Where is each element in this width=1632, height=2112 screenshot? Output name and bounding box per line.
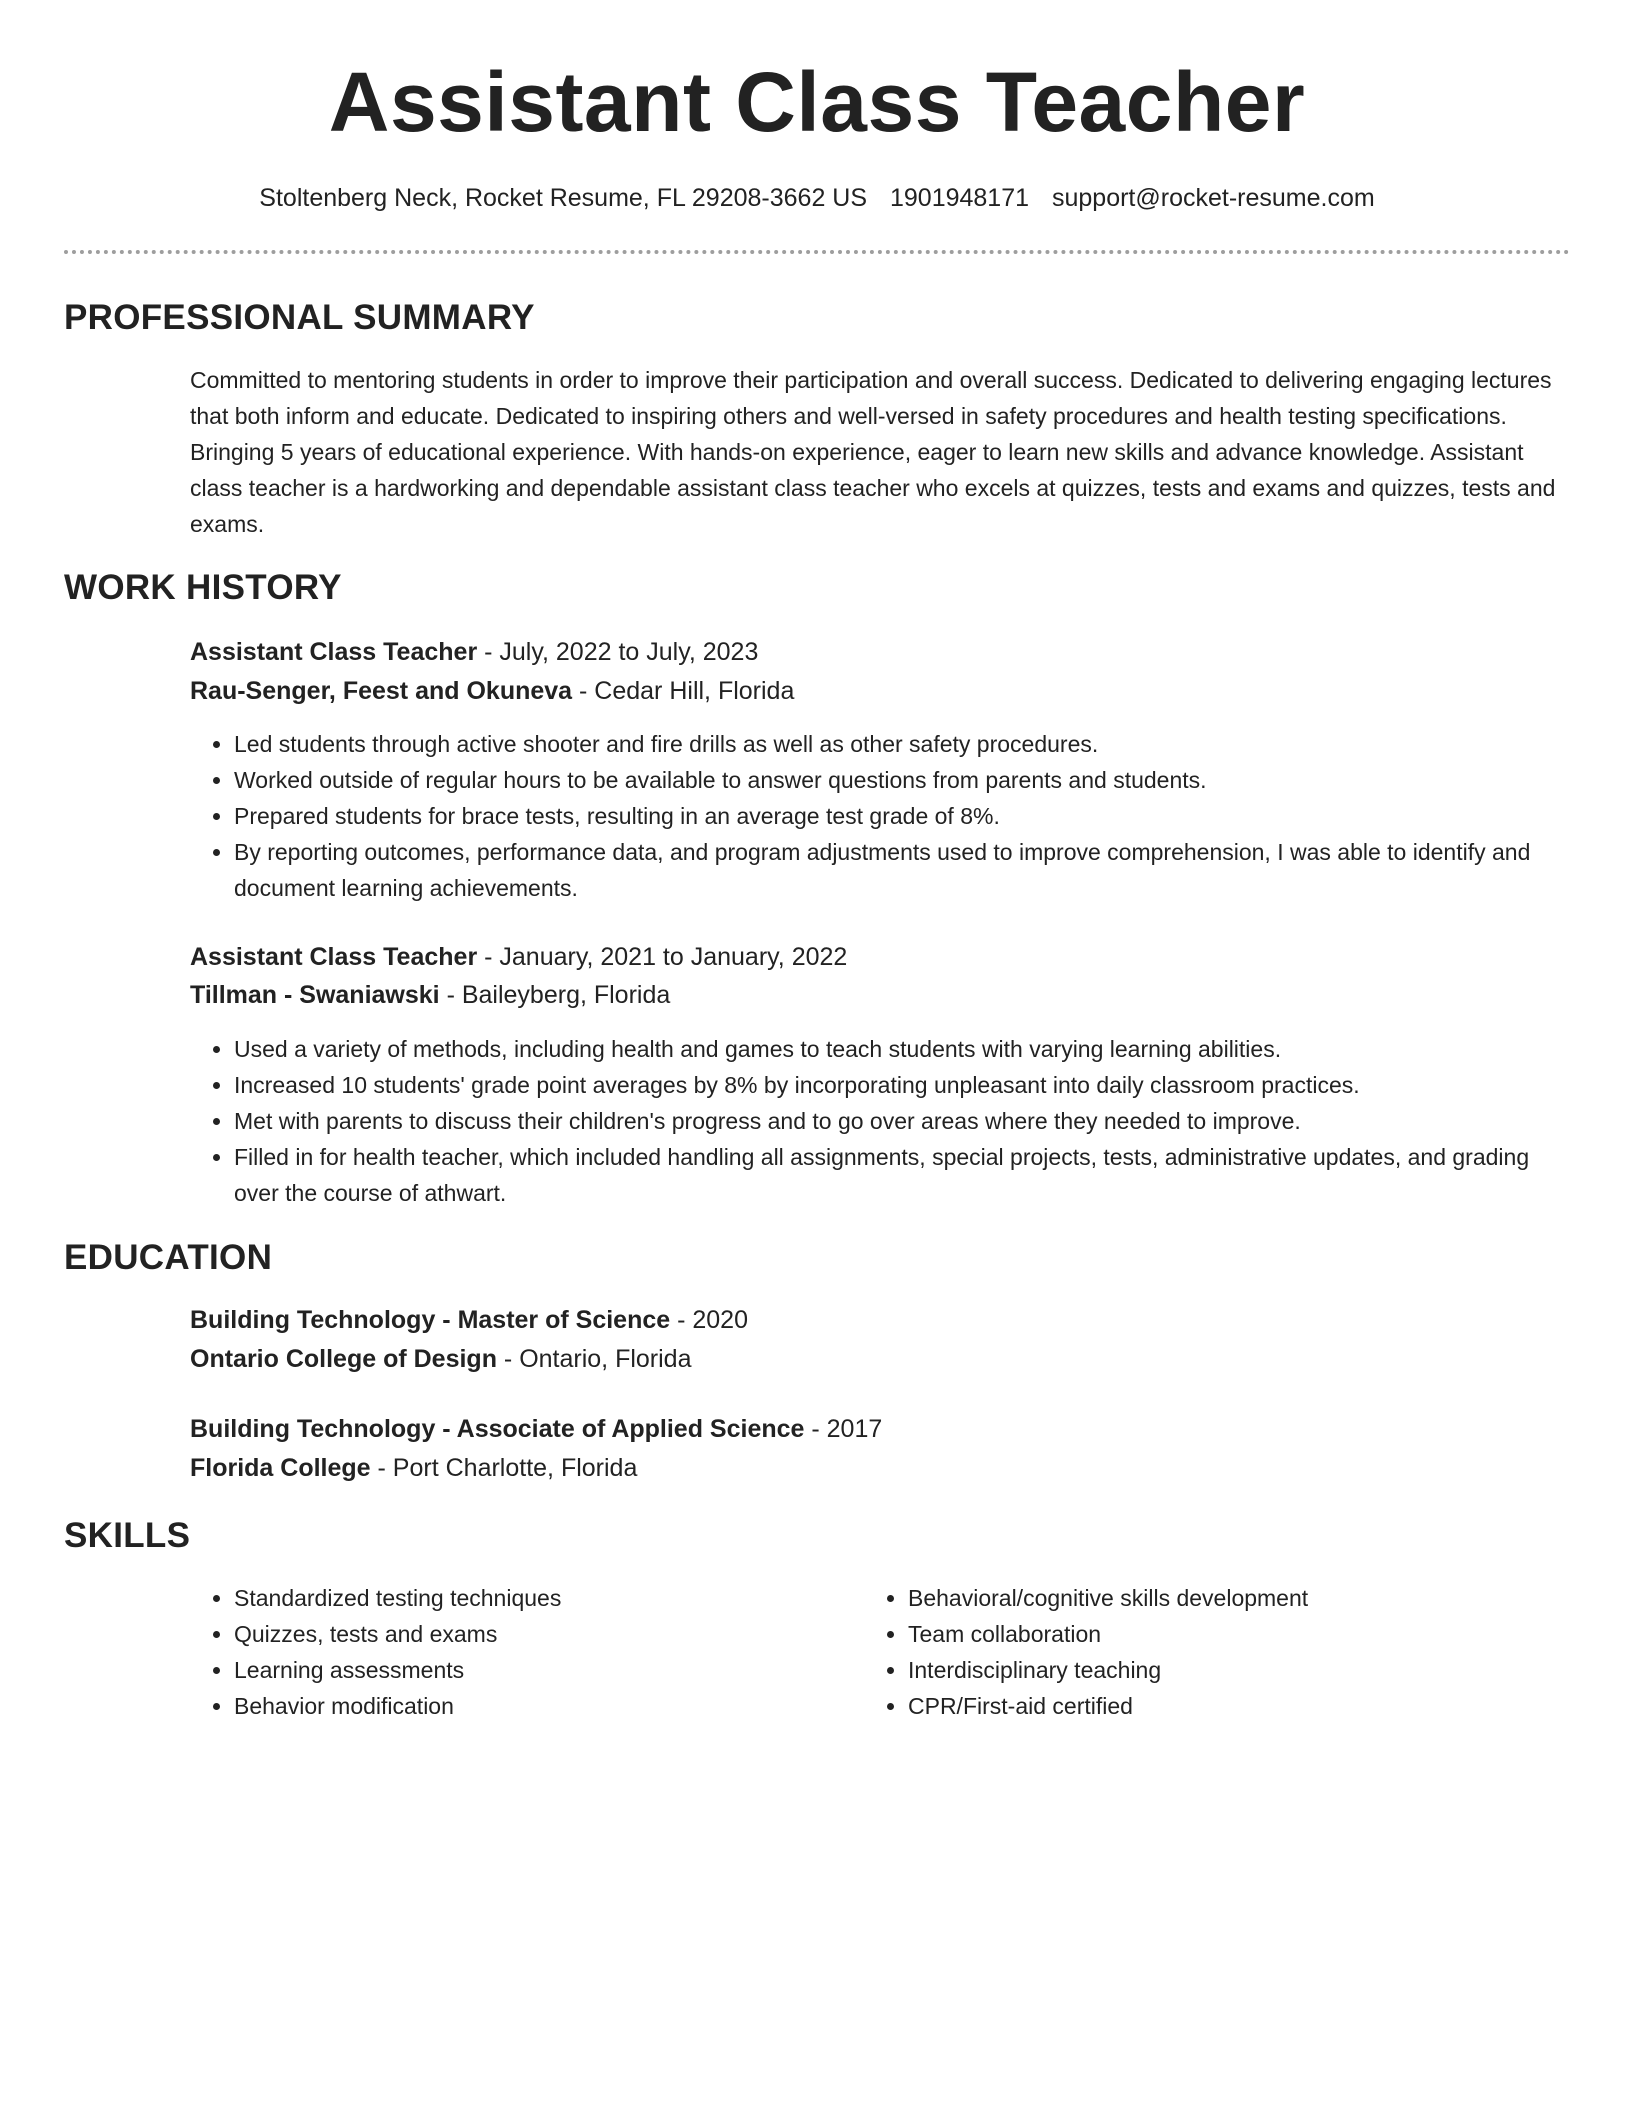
work-entry-2-title-line [190,939,1570,975]
list-item: • Standardized testing techniques [234,1580,830,1616]
education-entry-2-year: - 2017 [804,1415,883,1443]
list-item: • Interdisciplinary teaching [908,1652,1504,1688]
work-entry-1-dates: - July, 2022 to July, 2023 [477,638,759,666]
list-item: • Used a variety of methods, including health and games to teach students with varying learning abilities. [234,1031,1570,1067]
work-entry-1-title: Assistant Class Teacher [190,638,478,666]
work-entry-2-dates: - January, 2021 to January, 2022 [477,943,848,971]
section-title-education: EDUCATION [64,1238,273,1277]
work-entry-2-bullets [190,1031,1570,1211]
work-entry-2-company: Tillman - Swaniawski [190,981,440,1009]
summary-text: Committed to mentoring students in order to improve their participation and overall success. Dedicated to delivering engaging lectures that both inform and educate. Dedicated to inspiring others and well-versed in safety procedures and health testing specifications. Bringing 5 years of educational experience. With hands-on experience, eager to learn new skills and advance knowledge. Assistant class teacher is a hardworking and dependable assistant class teacher who excels at quizzes, tests and exams and quizzes, tests and exams. [190,367,1556,537]
list-item: • Increased 10 students' grade point averages by 8% by incorporating unpleasant into daily classroom practices. [234,1067,1570,1103]
section-title-work: WORK HISTORY [64,568,342,607]
education-entry-1-location: - Ontario, Florida [496,1345,692,1373]
education-entry-2-location: - Port Charlotte, Florida [370,1454,638,1482]
education-entry-2-degree: Building Technology - Associate of Applied Science [190,1415,805,1443]
education-entry-1-degree: Building Technology - Master of Science [190,1306,671,1334]
resume-name: Assistant Class Teacher [328,55,1306,149]
work-entry-1-location: - Cedar Hill, Florida [572,677,795,705]
list-item: • CPR/First-aid certified [908,1688,1504,1724]
work-entry-2-location: - Baileyberg, Florida [439,981,671,1009]
work-entry-1-company: Rau-Senger, Feest and Okuneva [190,677,573,705]
list-item: • Led students through active shooter and fire drills as well as other safety procedures. [234,726,1570,762]
contact-line [64,180,1570,216]
contact-email: support@rocket-resume.com [1051,184,1375,212]
list-item: • Prepared students for brace tests, resulting in an average test grade of 8%. [234,798,1570,834]
work-entry-1-title-line [190,634,1570,670]
work-entry-2-company-line [190,977,1570,1013]
skills-list-right [864,1580,1504,1724]
list-item: • Filled in for health teacher, which included handling all assignments, special projects, tests, administrative updates, and grading over the course of athwart. [234,1139,1570,1211]
education-entry-1-school: Ontario College of Design [190,1345,497,1373]
education-entry-1-year: - 2020 [670,1306,748,1334]
education-entry-2-degree-line [190,1411,1570,1447]
section-title-summary: PROFESSIONAL SUMMARY [64,298,535,337]
contact-phone: 1901948171 [889,184,1030,212]
list-item: • Met with parents to discuss their children's progress and to go over areas where they needed to improve. [234,1103,1570,1139]
list-item: • Worked outside of regular hours to be available to answer questions from parents and students. [234,762,1570,798]
list-item: • Behavior modification [234,1688,830,1724]
work-entry-1-company-line [190,673,1570,709]
skills-list-left [190,1580,830,1724]
list-item: • Behavioral/cognitive skills development [908,1580,1504,1616]
work-entry-2-title: Assistant Class Teacher [190,943,478,971]
education-entry-2-school: Florida College [190,1454,371,1482]
list-item: • By reporting outcomes, performance data, and program adjustments used to improve comprehension, I was able to identify and document learning achievements. [234,834,1570,906]
list-item: • Team collaboration [908,1616,1504,1652]
header-divider [64,250,1570,254]
education-entry-2-school-line [190,1450,1570,1486]
education-entry-1-degree-line [190,1302,1570,1338]
list-item: • Learning assessments [234,1652,830,1688]
work-entry-1-bullets [190,726,1570,906]
section-title-skills: SKILLS [64,1516,191,1555]
contact-address: Stoltenberg Neck, Rocket Resume, FL 29208-3662 US [259,184,868,212]
education-entry-1-school-line [190,1341,1570,1377]
list-item: • Quizzes, tests and exams [234,1616,830,1652]
